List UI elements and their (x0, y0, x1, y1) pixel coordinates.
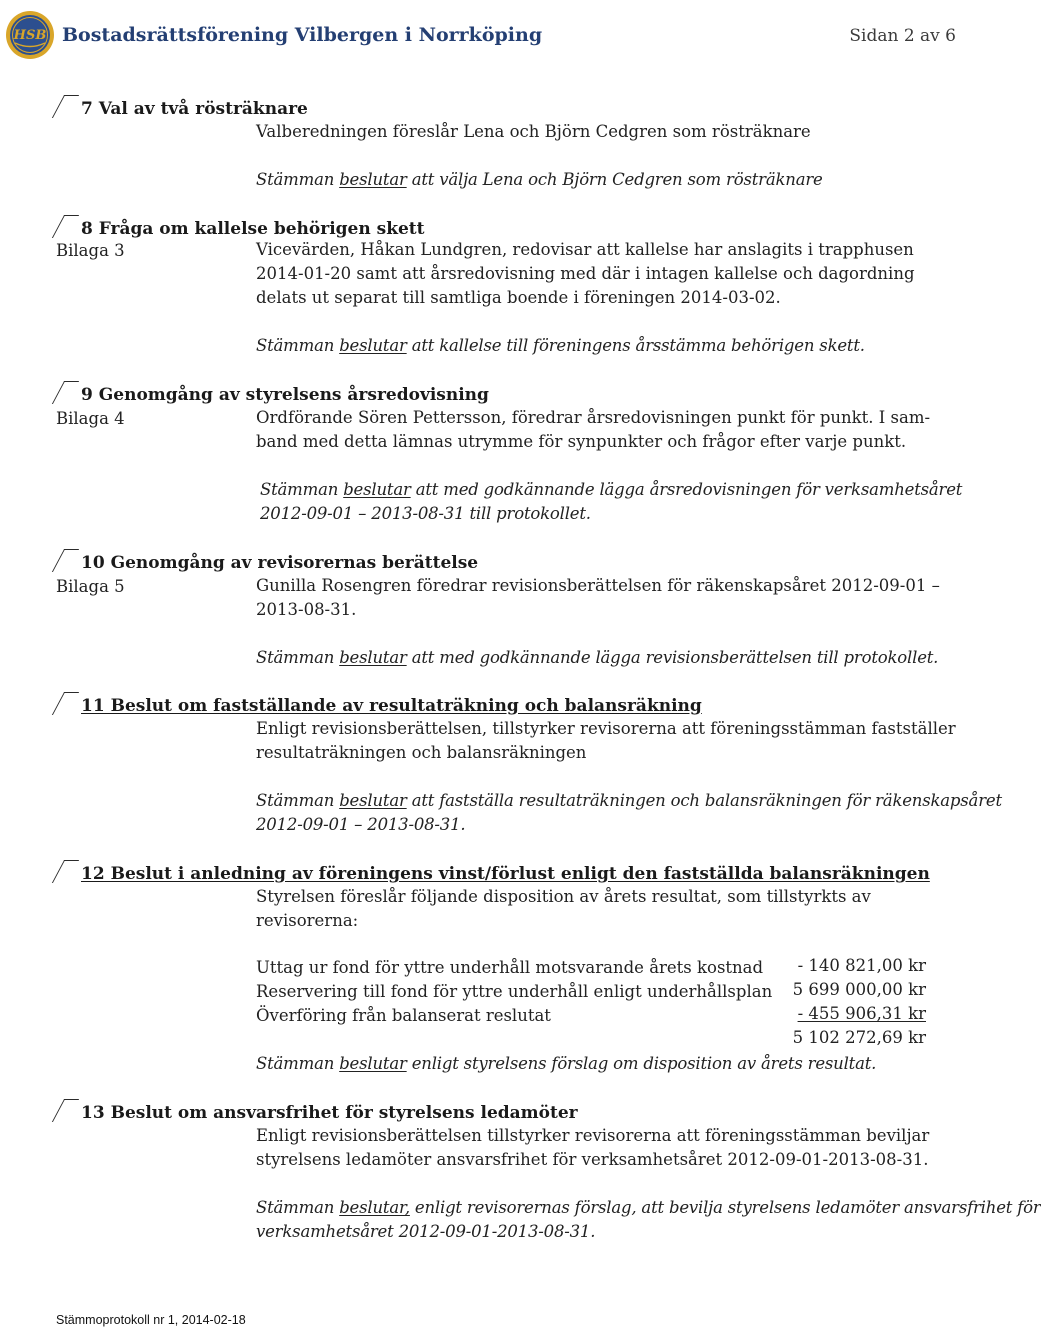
decision-continued: 2012-09-01 – 2013-08-31 till protokollet. (260, 504, 591, 523)
body-line: Vicevärden, Håkan Lundgren, redovisar att kallelse har anslagits i trapphusen (256, 240, 914, 259)
decision: Stämman beslutar att fastställa resultaträkningen och balansräkningen för räkenskapsåret (256, 791, 1002, 810)
attachment-label: Bilaga 4 (56, 409, 125, 428)
section-marker-icon (52, 860, 79, 883)
section-marker-icon (52, 1099, 79, 1122)
attachment-label: Bilaga 5 (56, 577, 125, 596)
decision-continued: verksamhetsåret 2012-09-01-2013-08-31. (256, 1222, 596, 1241)
logo-text: HSB (13, 28, 47, 43)
body-line: Ordförande Sören Pettersson, föredrar årsredovisningen punkt för punkt. I sam- (256, 408, 931, 427)
body-line: 2013-08-31. (256, 600, 357, 619)
body-line: Gunilla Rosengren föredrar revisionsberättelsen för räkenskapsåret 2012-09-01 – (256, 576, 940, 595)
disposition-label: Överföring från balanserat reslutat (256, 1006, 551, 1025)
decision: Stämman beslutar enligt styrelsens förslag om disposition av årets resultat. (256, 1054, 877, 1073)
disposition-amount: - 455 906,31 kr (797, 1004, 926, 1023)
section-marker-icon (52, 215, 79, 238)
section-heading-9: 9 Genomgång av styrelsens årsredovisning (56, 381, 489, 405)
attachment-label: Bilaga 3 (56, 241, 125, 260)
section-heading-11: 11 Beslut om fastställande av resultaträkning och balansräkning (56, 692, 702, 716)
decision: Stämman beslutar att välja Lena och Björn Cedgren som rösträknare (256, 170, 823, 189)
disposition-amount: - 140 821,00 kr (797, 956, 926, 975)
section-heading-12: 12 Beslut i anledning av föreningens vinst/förlust enligt den fastställda balansräkningen (56, 860, 930, 884)
body-line: Styrelsen föreslår följande disposition av årets resultat, som tillstyrkts av (256, 887, 871, 906)
body-line: Valberedningen föreslår Lena och Björn Cedgren som rösträknare (256, 122, 811, 141)
body-line: Enligt revisionsberättelsen tillstyrker revisorerna att föreningsstämman beviljar (256, 1126, 930, 1145)
decision: Stämman beslutar att med godkännande lägga revisionsberättelsen till protokollet. (256, 648, 939, 667)
body-line: styrelsens ledamöter ansvarsfrihet för verksamhetsåret 2012-09-01-2013-08-31. (256, 1150, 929, 1169)
body-line: Enligt revisionsberättelsen, tillstyrker revisorerna att föreningsstämman fastställer (256, 719, 956, 738)
section-heading-7: 7 Val av två rösträknare (56, 95, 308, 119)
body-line: resultaträkningen och balansräkningen (256, 743, 587, 762)
disposition-label: Uttag ur fond för yttre underhåll motsvarande årets kostnad (256, 958, 764, 977)
decision: Stämman beslutar att kallelse till föreningens årsstämma behörigen skett. (256, 336, 865, 355)
section-heading-10: 10 Genomgång av revisorernas berättelse (56, 549, 478, 573)
hsb-logo (5, 10, 55, 60)
body-line: 2014-01-20 samt att årsredovisning med där i intagen kallelse och dagordning (256, 264, 915, 283)
section-heading-8: 8 Fråga om kallelse behörigen skett (56, 215, 425, 239)
disposition-label: Reservering till fond för yttre underhåll enligt underhållsplan (256, 982, 773, 1001)
section-marker-icon (52, 381, 79, 404)
section-marker-icon (52, 95, 79, 118)
decision: Stämman beslutar, enligt revisorernas förslag, att bevilja styrelsens ledamöter ansvarsfrihet för (256, 1198, 1041, 1217)
body-line: revisorerna: (256, 911, 359, 930)
footer-text: Stämmoprotokoll nr 1, 2014-02-18 (56, 1313, 246, 1327)
section-marker-icon (52, 692, 79, 715)
section-marker-icon (52, 549, 79, 572)
decision: Stämman beslutar att med godkännande lägga årsredovisningen för verksamhetsåret (260, 480, 963, 499)
decision-continued: 2012-09-01 – 2013-08-31. (256, 815, 466, 834)
body-line: band med detta lämnas utrymme för synpunkter och frågor efter varje punkt. (256, 432, 907, 451)
disposition-total: 5 102 272,69 kr (792, 1028, 926, 1047)
body-line: delats ut separat till samtliga boende i föreningen 2014-03-02. (256, 288, 781, 307)
disposition-amount: 5 699 000,00 kr (792, 980, 926, 999)
section-heading-13: 13 Beslut om ansvarsfrihet för styrelsens ledamöter (56, 1099, 578, 1123)
page-number: Sidan 2 av 6 (849, 26, 956, 46)
header-title: Bostadsrättsförening Vilbergen i Norrköping (62, 24, 543, 46)
